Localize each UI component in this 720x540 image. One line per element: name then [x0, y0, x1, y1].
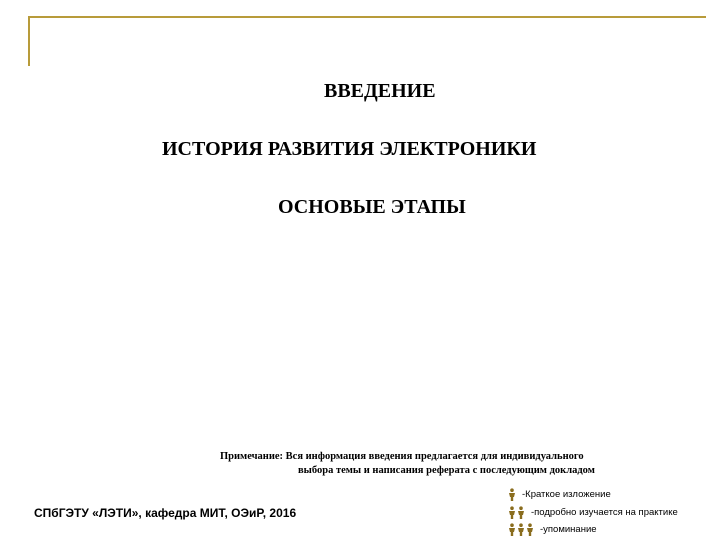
- legend-row-practice: [508, 506, 678, 519]
- heading-history: ИСТОРИЯ РАЗВИТИЯ ЭЛЕКТРОНИКИ: [162, 138, 537, 160]
- person-icon: [517, 506, 525, 519]
- person-icon: [508, 488, 516, 501]
- frame-top-border: [28, 16, 706, 18]
- legend-label: -Краткое изложение: [522, 489, 611, 500]
- legend-icons: [508, 523, 534, 536]
- legend-label: -подробно изучается на практике: [531, 507, 678, 518]
- legend-row-brief: [508, 488, 611, 501]
- note-line-2: выбора темы и написания реферата с последующим докладом: [298, 465, 595, 476]
- person-icon: [526, 523, 534, 536]
- legend-icons: [508, 506, 525, 519]
- legend-label: -упоминание: [540, 524, 597, 535]
- person-icon: [508, 506, 516, 519]
- note-line-1: Примечание: Вся информация введения предлагается для индивидуального: [220, 451, 584, 462]
- person-icon: [508, 523, 516, 536]
- heading-introduction: ВВЕДЕНИЕ: [324, 80, 436, 102]
- footer-credit: СПбГЭТУ «ЛЭТИ», кафедра МИТ, ОЭиР, 2016: [34, 506, 297, 520]
- heading-main-stages: ОСНОВЫЕ ЭТАПЫ: [278, 196, 466, 218]
- legend-icons: [508, 488, 516, 501]
- legend-row-mention: [508, 523, 597, 536]
- frame-left-border: [28, 16, 30, 66]
- person-icon: [517, 523, 525, 536]
